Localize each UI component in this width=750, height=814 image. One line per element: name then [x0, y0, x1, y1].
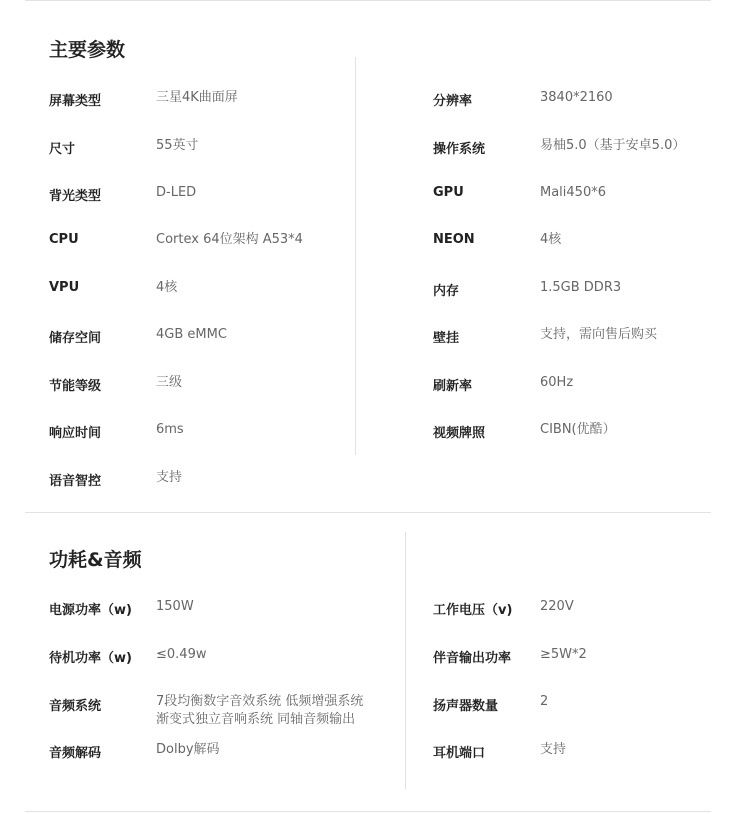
- spec-value: 4GB eMMC: [156, 327, 227, 342]
- spec-value: 2: [540, 694, 549, 709]
- spec-value: ≤0.49w: [156, 647, 207, 662]
- spec-value: 易柚5.0（基于安卓5.0）: [540, 138, 686, 153]
- spec-value: 4核: [156, 280, 178, 295]
- spec-value: 3840*2160: [540, 90, 613, 105]
- spec-label: 壁挂: [433, 331, 460, 346]
- spec-label: 储存空间: [49, 331, 102, 346]
- spec-label: 尺寸: [49, 142, 76, 157]
- section-divider: [25, 512, 711, 513]
- spec-value: 支持，需向售后购买: [540, 327, 658, 342]
- spec-value-line2: 渐变式独立音响系统 同轴音频输出: [156, 712, 356, 727]
- spec-value: CIBN(优酷）: [540, 422, 616, 437]
- column-divider-2: [405, 532, 406, 789]
- spec-value: 4核: [540, 232, 562, 247]
- column-divider-1: [355, 57, 356, 455]
- spec-label: CPU: [49, 232, 79, 247]
- spec-value: 6ms: [156, 422, 184, 437]
- spec-label: 工作电压（v): [433, 603, 513, 618]
- bottom-divider: [25, 811, 711, 812]
- spec-value: 60Hz: [540, 375, 574, 390]
- spec-label: 节能等级: [49, 379, 102, 394]
- spec-label: 响应时间: [49, 426, 102, 441]
- spec-value: 220V: [540, 599, 574, 614]
- spec-value: 三级: [156, 375, 183, 390]
- spec-value: 7段均衡数字音效系统 低频增强系统: [156, 694, 364, 709]
- spec-label: 伴音输出功率: [433, 651, 512, 666]
- top-divider: [25, 0, 711, 1]
- spec-label: 音频解码: [49, 746, 102, 761]
- spec-label: 屏幕类型: [49, 94, 102, 109]
- spec-label: 背光类型: [49, 189, 102, 204]
- spec-value: 55英寸: [156, 138, 199, 153]
- spec-label: 待机功率（w): [49, 651, 132, 666]
- spec-label: 视频牌照: [433, 426, 486, 441]
- spec-label: 内存: [433, 284, 460, 299]
- spec-value: Dolby解码: [156, 742, 220, 757]
- spec-label: 耳机端口: [433, 746, 486, 761]
- spec-label: GPU: [433, 185, 464, 200]
- section-title-main-params: 主要参数: [49, 39, 126, 61]
- spec-label: NEON: [433, 232, 475, 247]
- section-title-power-audio: 功耗&音频: [49, 549, 142, 571]
- spec-label: 音频系统: [49, 699, 102, 714]
- spec-label: 扬声器数量: [433, 699, 499, 714]
- spec-value: 1.5GB DDR3: [540, 280, 622, 295]
- spec-label: 电源功率（w): [49, 603, 132, 618]
- spec-value: 三星4K曲面屏: [156, 90, 238, 105]
- spec-value: 150W: [156, 599, 194, 614]
- spec-label: 操作系统: [433, 142, 486, 157]
- spec-label: 分辨率: [433, 94, 473, 109]
- spec-value: D-LED: [156, 185, 197, 200]
- spec-value: 支持: [156, 470, 183, 485]
- spec-label: 刷新率: [433, 379, 473, 394]
- spec-value: ≥5W*2: [540, 647, 587, 662]
- spec-label: VPU: [49, 280, 80, 295]
- spec-value: Cortex 64位架构 A53*4: [156, 232, 303, 247]
- spec-label: 语音智控: [49, 474, 102, 489]
- spec-value: Mali450*6: [540, 185, 606, 200]
- spec-value: 支持: [540, 742, 567, 757]
